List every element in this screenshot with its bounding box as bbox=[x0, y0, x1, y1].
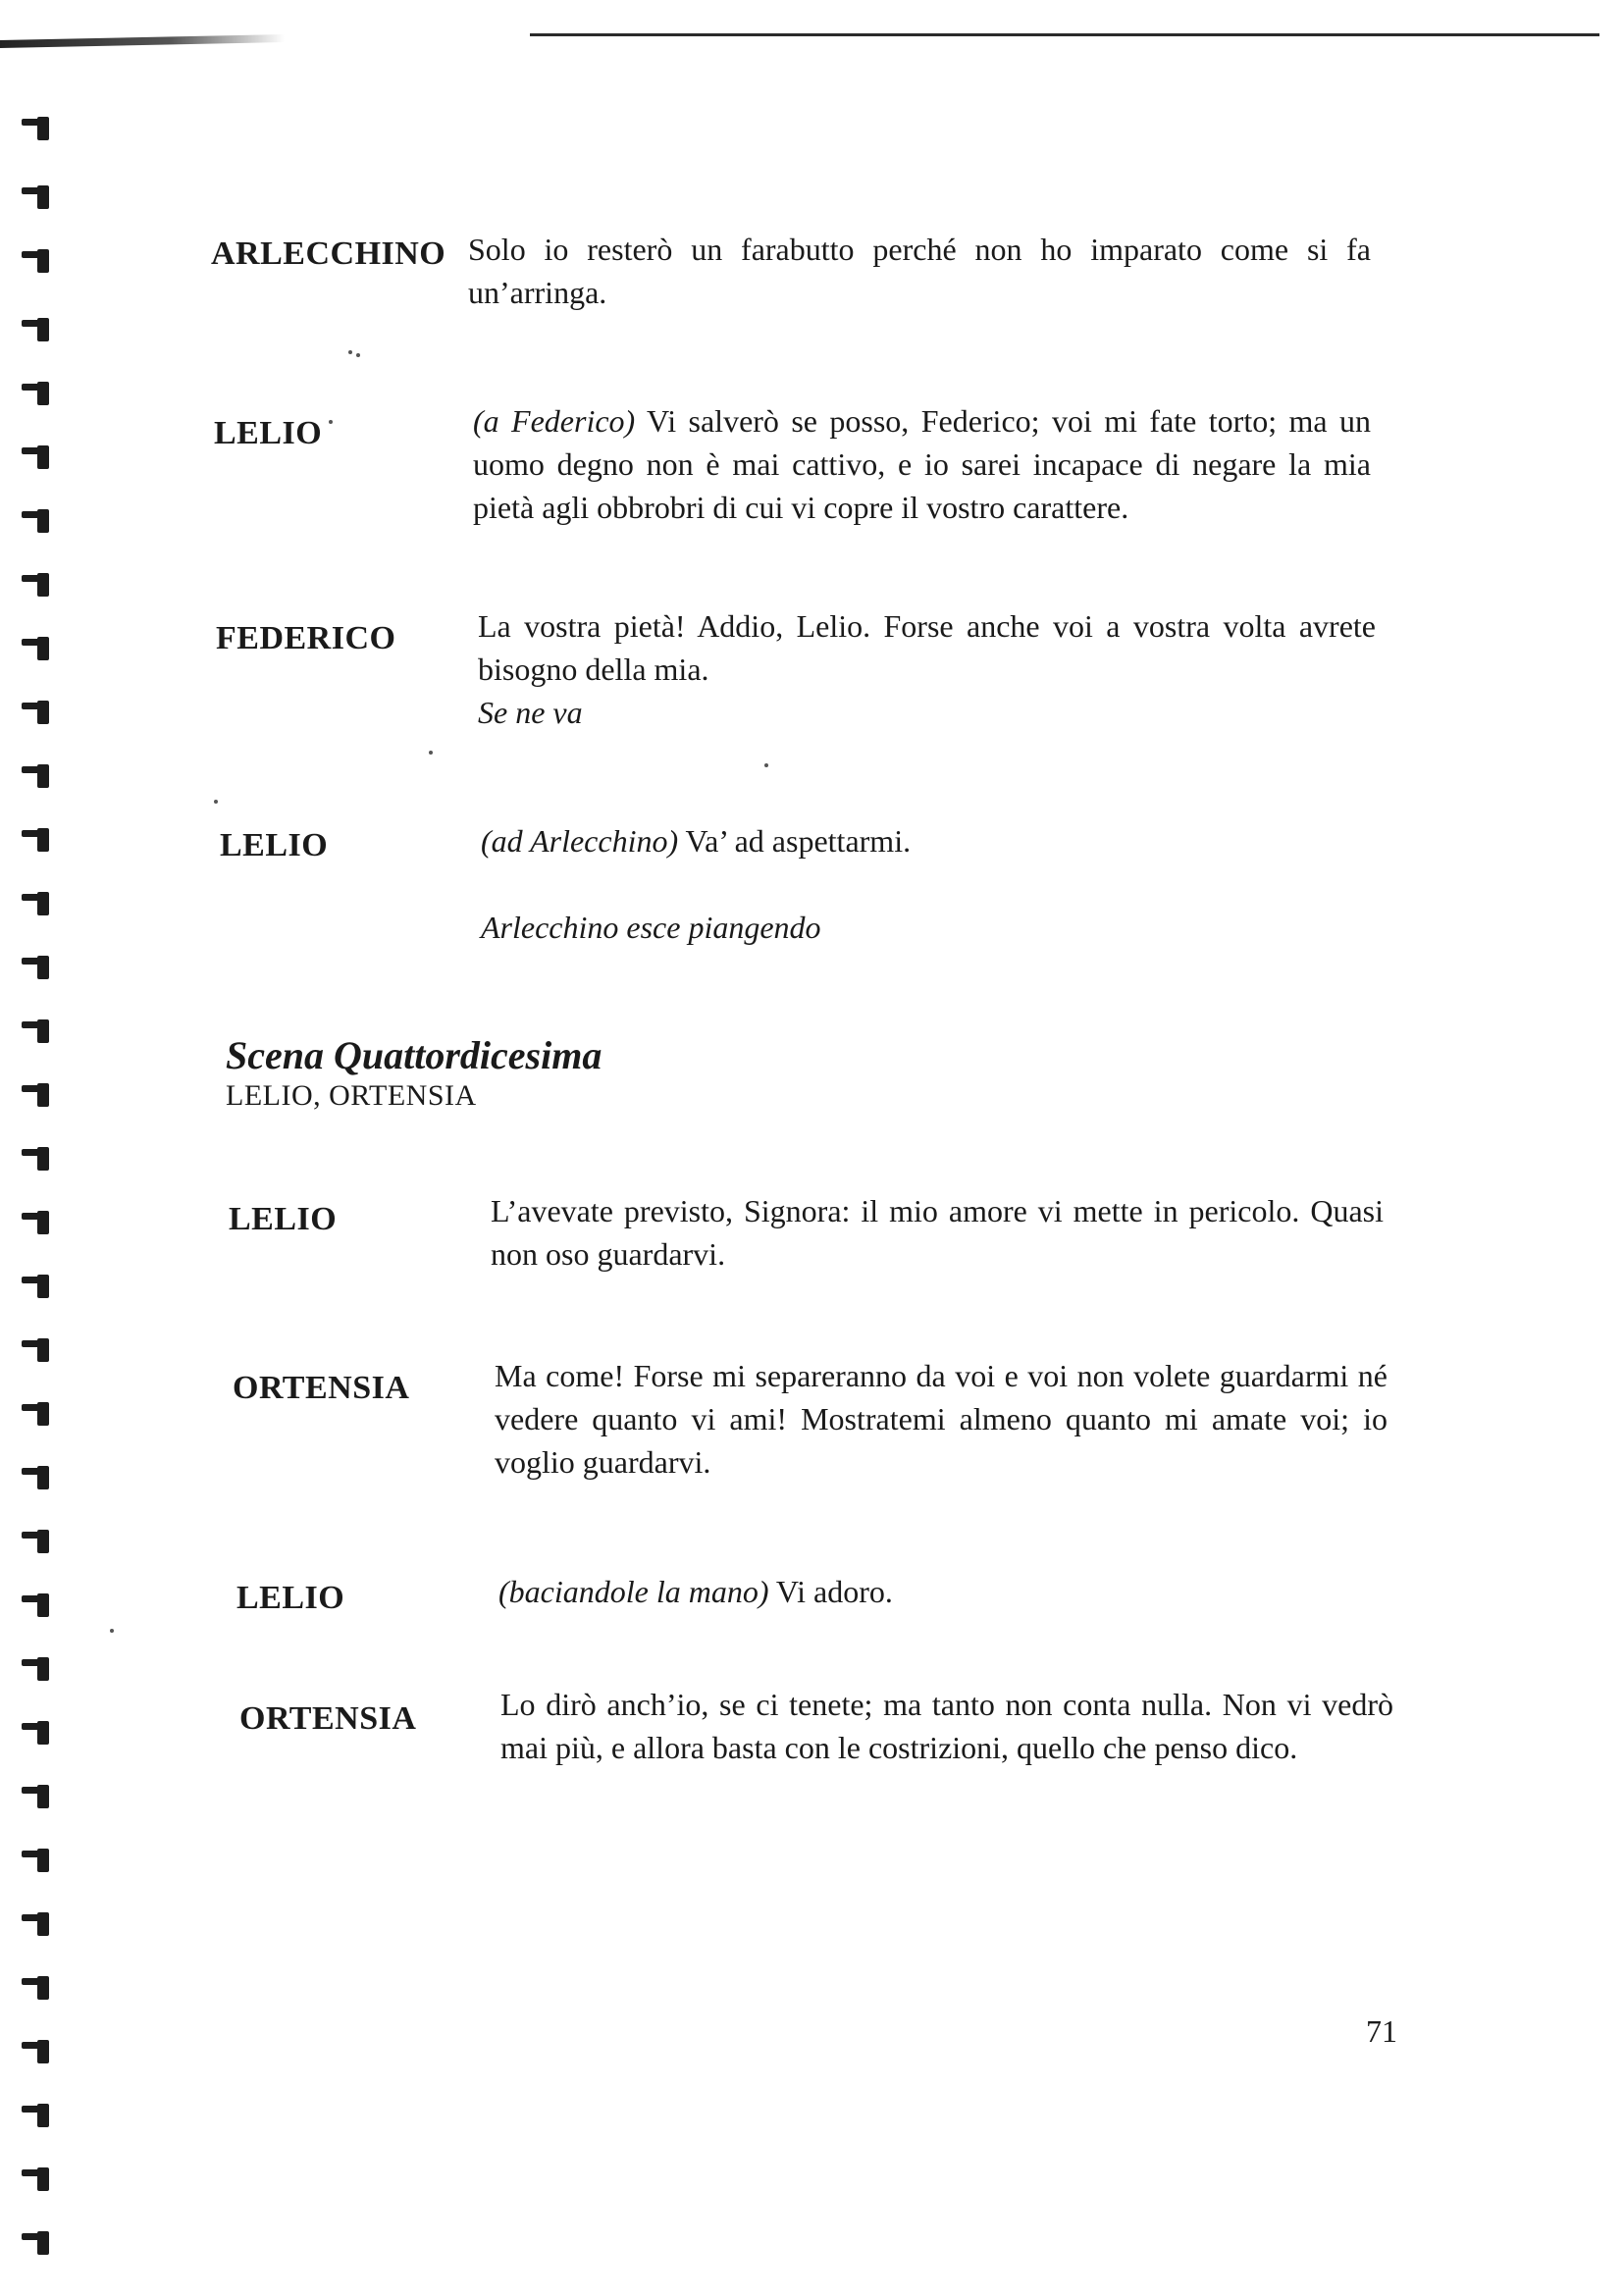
binding-ring bbox=[18, 113, 57, 140]
speech-line: Vi adoro. bbox=[768, 1574, 893, 1609]
scene-title: Scena Quattordicesima bbox=[226, 1033, 602, 1077]
binding-ring bbox=[18, 2036, 57, 2063]
speech-line: Va’ ad aspettarmi. bbox=[678, 823, 912, 859]
speech-line: L’avevate previsto, Signora: il mio amore vi mette in pericolo. Quasi non oso guardarvi. bbox=[491, 1193, 1384, 1272]
speck bbox=[764, 763, 768, 767]
binding-ring bbox=[18, 633, 57, 660]
binding-rings bbox=[18, 98, 67, 2296]
binding-ring bbox=[18, 314, 57, 341]
speech-line: Ma come! Forse mi separeranno da voi e voi non volete guardarmi né vedere quanto vi ami! Mostratemi almeno quanto mi amate voi; io voglio guardarvi. bbox=[495, 1358, 1387, 1480]
binding-ring bbox=[18, 1653, 57, 1681]
binding-ring bbox=[18, 1590, 57, 1617]
binding-ring bbox=[18, 182, 57, 209]
binding-ring bbox=[18, 760, 57, 788]
binding-ring bbox=[18, 1908, 57, 1936]
binding-ring bbox=[18, 1016, 57, 1043]
binding-ring bbox=[18, 2164, 57, 2191]
page-number: 71 bbox=[1366, 2013, 1397, 2049]
binding-ring bbox=[18, 505, 57, 533]
speech-line: Solo io resterò un farabutto perché non ho imparato come si fa un’arringa. bbox=[468, 232, 1371, 310]
speaker-name: ORTENSIA bbox=[233, 1370, 410, 1406]
speaker-name: LELIO bbox=[236, 1580, 345, 1616]
binding-ring bbox=[18, 569, 57, 597]
binding-ring bbox=[18, 1462, 57, 1489]
speech-text bbox=[498, 1570, 1391, 1613]
speck bbox=[329, 420, 333, 424]
speck bbox=[214, 800, 218, 804]
speech-text bbox=[468, 228, 1371, 314]
speech-text bbox=[473, 399, 1371, 529]
speck bbox=[110, 1629, 114, 1633]
stage-direction-inline: (baciandole la mano) bbox=[498, 1574, 769, 1609]
binding-ring bbox=[18, 1717, 57, 1745]
speaker-name: LELIO bbox=[229, 1201, 338, 1237]
binding-ring bbox=[18, 1398, 57, 1426]
binding-ring bbox=[18, 1271, 57, 1298]
speaker-name: ARLECCHINO bbox=[211, 235, 446, 272]
binding-ring bbox=[18, 697, 57, 724]
speck bbox=[348, 350, 352, 354]
speech-text bbox=[478, 604, 1376, 734]
binding-ring bbox=[18, 1334, 57, 1362]
binding-ring bbox=[18, 1526, 57, 1553]
binding-ring bbox=[18, 2100, 57, 2127]
speaker-name: ORTENSIA bbox=[239, 1700, 417, 1737]
binding-ring bbox=[18, 1845, 57, 1872]
speech-text bbox=[491, 1189, 1384, 1276]
binding-ring bbox=[18, 1781, 57, 1808]
top-rule bbox=[530, 33, 1599, 36]
speech-line: La vostra pietà! Addio, Lelio. Forse anche voi a vostra volta avrete bisogno della mia. bbox=[478, 608, 1376, 687]
stage-direction: Arlecchino esce piangendo bbox=[481, 910, 821, 945]
speck bbox=[429, 751, 433, 755]
binding-ring bbox=[18, 2227, 57, 2255]
binding-ring bbox=[18, 245, 57, 273]
speech-line: Vi salverò se posso, Federico; voi mi fate torto; ma un uomo degno non è mai cattivo, e io sarei incapace di negare la mia pietà agli obbrobri di cui vi copre il vostro carattere. bbox=[473, 403, 1372, 525]
speech-text bbox=[495, 1354, 1387, 1484]
speech-line: Lo dirò anch’io, se ci tenete; ma tanto non conta nulla. Non vi vedrò mai più, e allora basta con le costrizioni, quello che penso dico. bbox=[500, 1687, 1393, 1765]
binding-ring bbox=[18, 378, 57, 405]
binding-ring bbox=[18, 442, 57, 469]
scene-characters: LELIO, ORTENSIA bbox=[226, 1079, 477, 1112]
binding-ring bbox=[18, 1972, 57, 2000]
binding-ring bbox=[18, 952, 57, 979]
binding-ring bbox=[18, 888, 57, 915]
binding-ring bbox=[18, 1143, 57, 1171]
speech-text bbox=[481, 819, 1379, 949]
binding-ring bbox=[18, 1079, 57, 1107]
binding-ring bbox=[18, 824, 57, 852]
stage-direction-inline: (ad Arlecchino) bbox=[481, 823, 679, 859]
binding-ring bbox=[18, 1207, 57, 1234]
speaker-name: LELIO bbox=[214, 415, 323, 451]
speech-text bbox=[500, 1683, 1393, 1769]
stage-direction-inline: (a Federico) bbox=[473, 403, 636, 439]
speaker-name: FEDERICO bbox=[216, 620, 396, 656]
speaker-name: LELIO bbox=[220, 827, 329, 863]
speck bbox=[356, 353, 360, 357]
stage-direction: Se ne va bbox=[478, 695, 583, 730]
top-rule-left bbox=[0, 34, 285, 48]
